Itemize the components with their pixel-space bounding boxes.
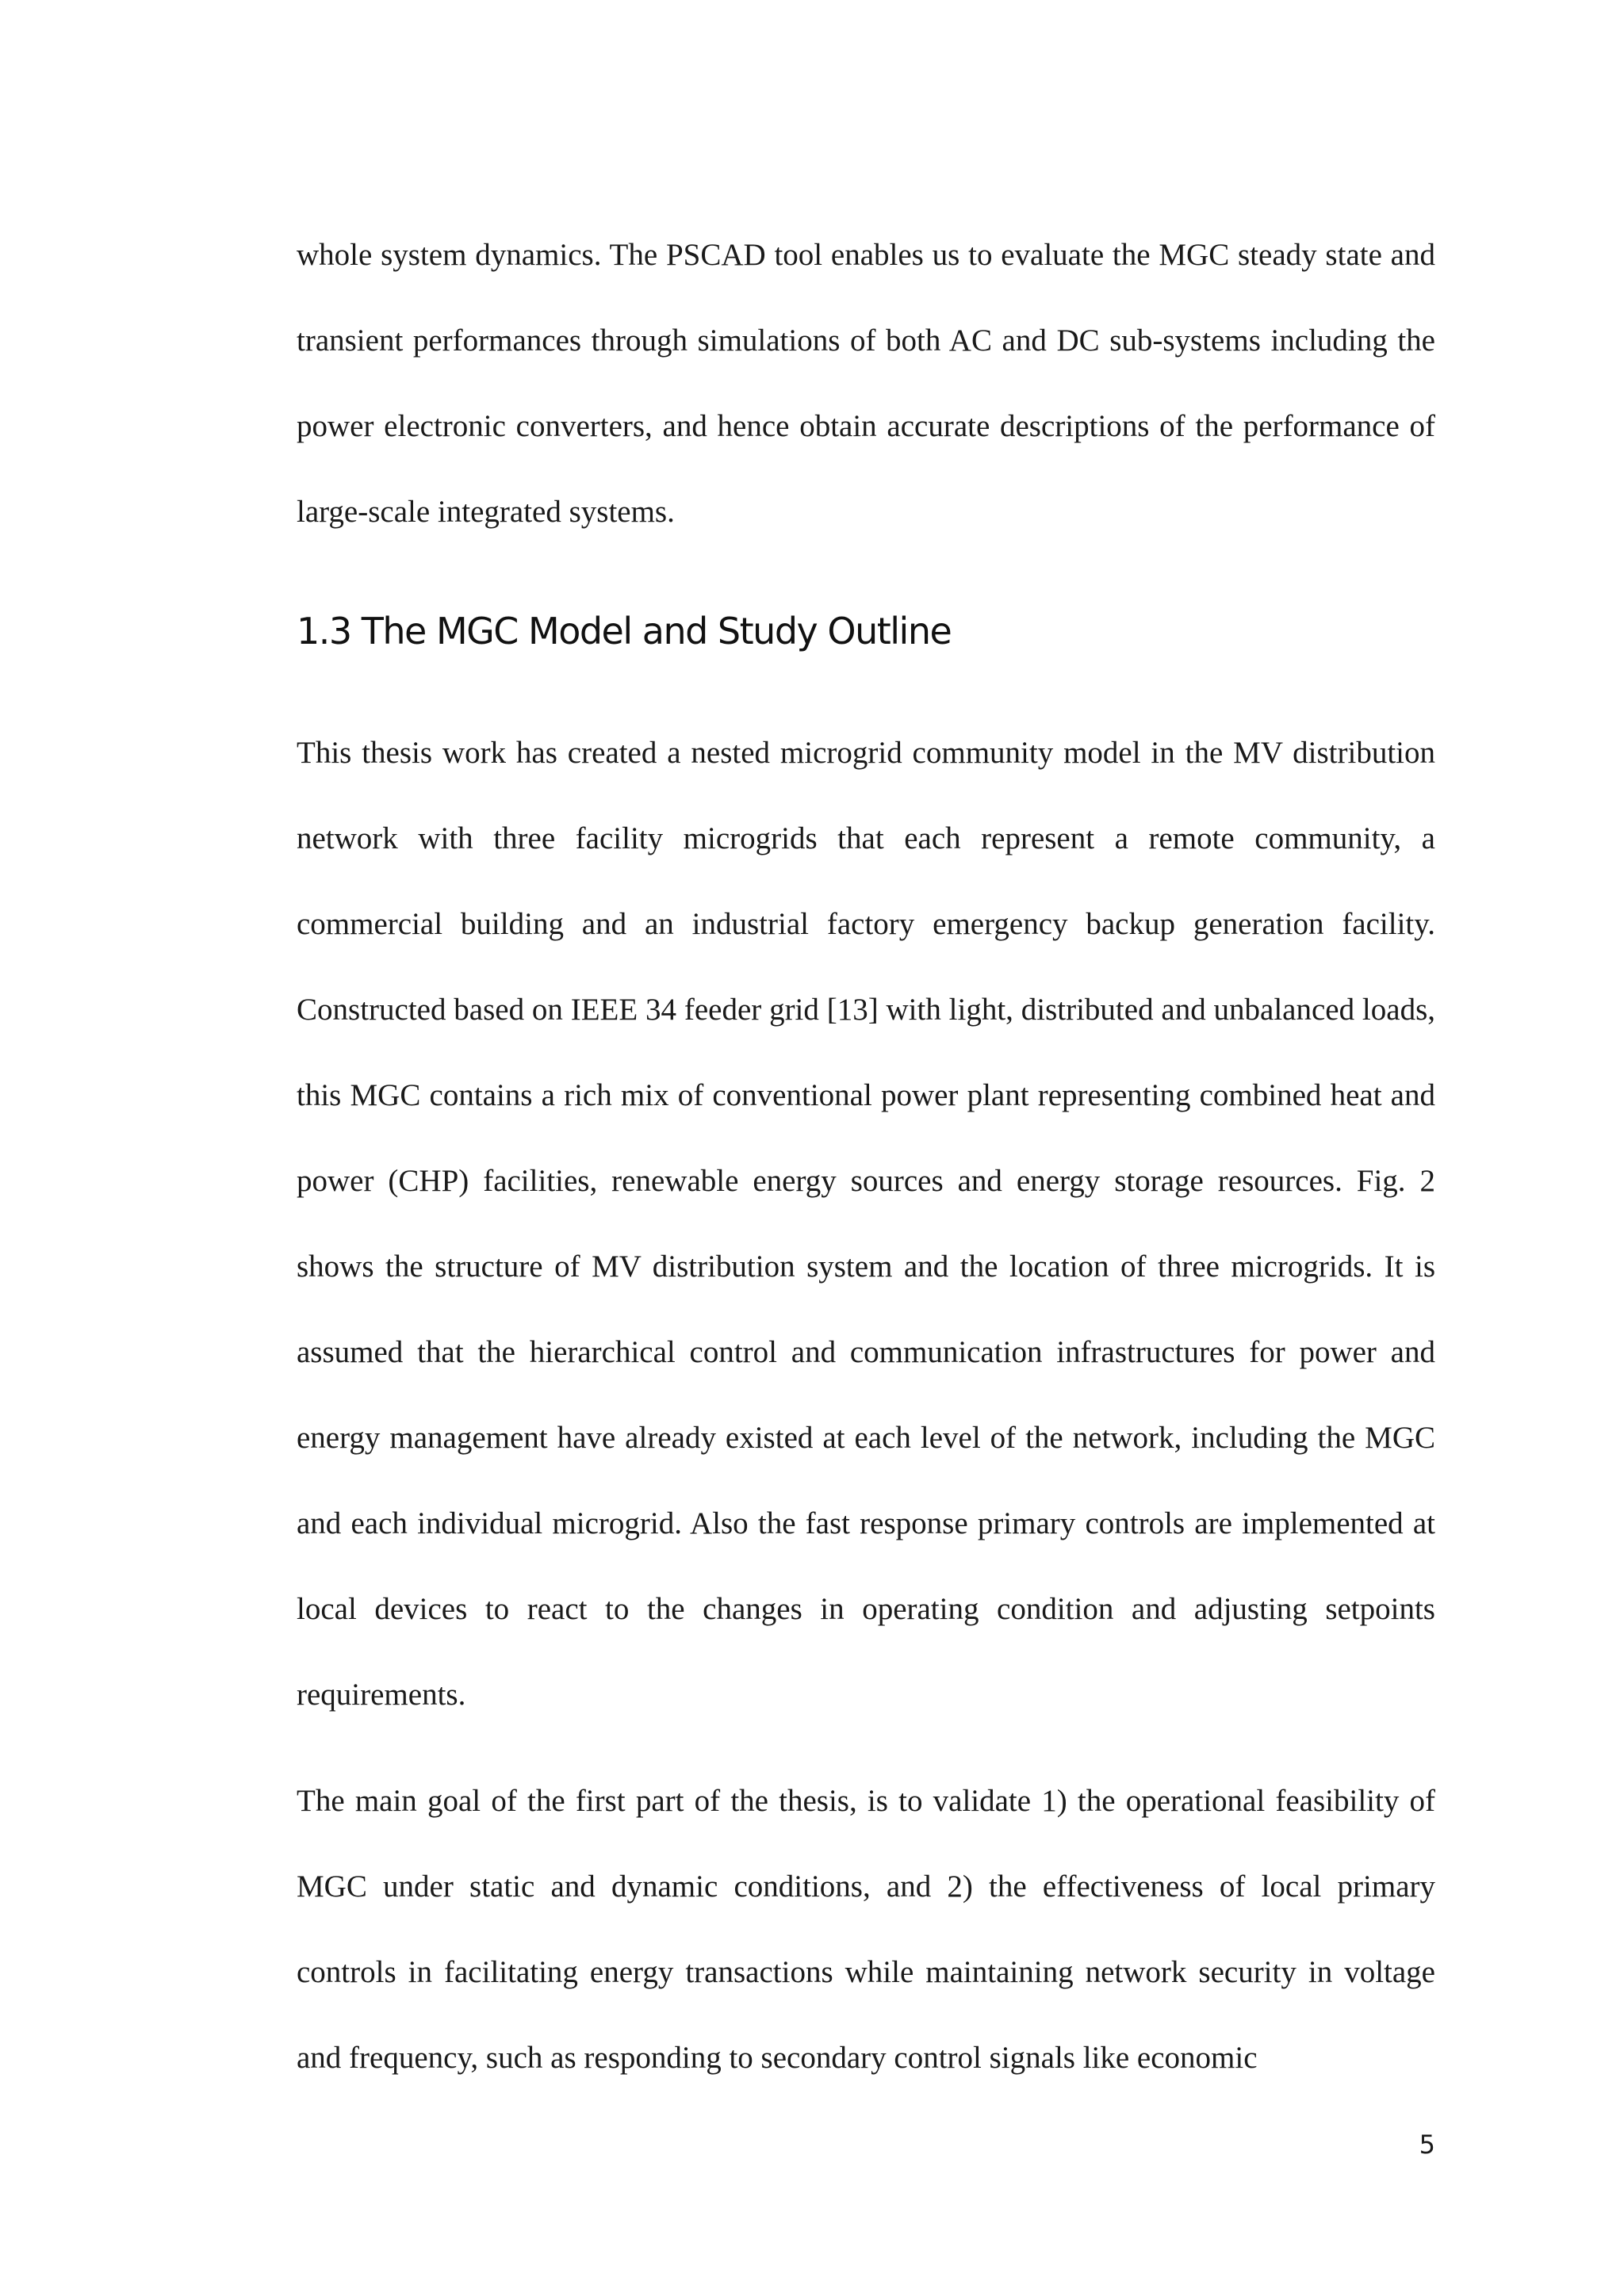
paragraph-continuation: whole system dynamics. The PSCAD tool enables us to evaluate the MGC steady state and transient performances through simulations of both AC and DC sub-systems including the power electronic converters, and hence obtain accurate descriptions of the performance of large-scale integrated systems. bbox=[297, 238, 1435, 529]
paragraph-mgc-model: This thesis work has created a nested microgrid community model in the MV distribution network with three facility microgrids that each represent a remote community, a commercial building and an industrial factory emergency backup generation facility. Constructed based on IEEE 34 feeder grid [13] with light, distributed and unbalanced loads, this MGC contains a rich mix of conventional power plant representing combined heat and power (CHP) facilities, renewable energy sources and energy storage resources. Fig. 2 shows the structure of MV distribution system and the location of three microgrids. It is assumed that the hierarchical control and communication infrastructures for power and energy management have already existed at each level of the network, including the MGC and each individual microgrid. Also the fast response primary controls are implemented at local devices to react to the changes in operating condition and adjusting setpoints requirements. bbox=[297, 736, 1435, 1712]
page-body bbox=[297, 212, 1435, 2101]
section-heading: 1.3 The MGC Model and Study Outline bbox=[297, 610, 952, 652]
paragraph-main-goal: The main goal of the first part of the thesis, is to validate 1) the operational feasibility of MGC under static and dynamic conditions, and 2) the effectiveness of local primary controls in facilitating energy transactions while maintaining network security in voltage and frequency, such as responding to secondary control signals like economic bbox=[297, 1784, 1435, 2075]
page-number: 5 bbox=[1419, 2130, 1435, 2160]
